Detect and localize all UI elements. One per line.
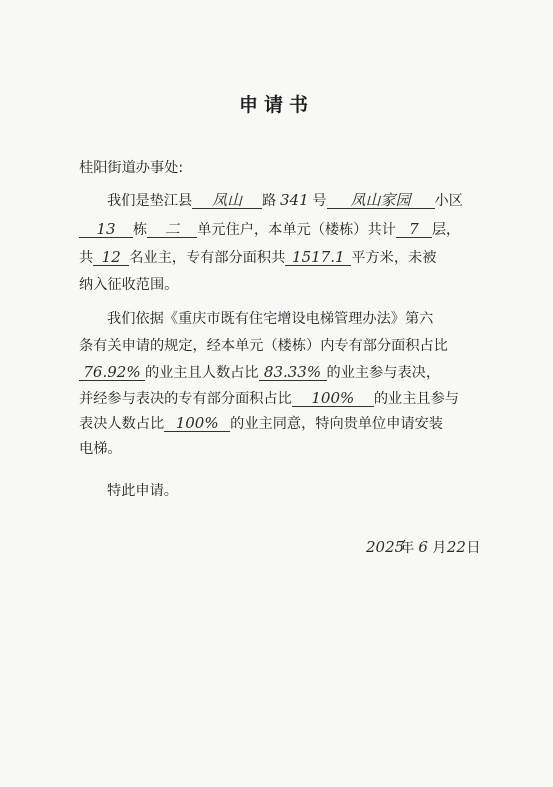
handwritten-number: 341	[280, 191, 309, 209]
p2-line-4	[79, 388, 553, 409]
text-segment: 的业主且参与	[373, 391, 459, 407]
text-segment: 单元住户，本单元（楼栋）共计	[197, 222, 396, 238]
text-segment: 小区	[434, 193, 463, 209]
p2-line-3	[79, 362, 553, 383]
text-segment: 路	[262, 193, 277, 209]
handwritten-month: 6	[418, 538, 428, 556]
p2-line-5	[79, 413, 553, 434]
text-segment: 表决人数占比	[79, 416, 165, 432]
handwritten-unit: 二	[147, 219, 197, 239]
text-segment: 平方米，未被	[351, 250, 437, 266]
handwritten-owners: 12	[93, 247, 129, 267]
handwritten-area-ratio: 76.92%	[79, 362, 145, 382]
date-line	[366, 537, 553, 558]
handwritten-floors: 7	[396, 219, 432, 239]
handwritten-year: 2025	[366, 538, 405, 556]
text-segment: 名业主，专有部分面积共	[129, 250, 286, 266]
handwritten-vote-area-ratio: 100%	[292, 388, 374, 408]
handwritten-vote-people-ratio: 100%	[164, 413, 230, 433]
text-segment: 的业主同意，特向贵单位申请安装	[230, 416, 443, 432]
handwritten-building: 13	[79, 219, 133, 239]
text-segment: 共	[79, 250, 94, 266]
handwritten-community: 凤山家园	[327, 190, 435, 210]
text-segment: 日	[466, 540, 481, 556]
text-segment: 的业主参与表决，	[326, 365, 441, 381]
handwritten-road: 凤山	[192, 190, 262, 210]
text-segment: 层，	[431, 222, 461, 238]
text-segment: 的业主且人数占比	[145, 365, 259, 381]
text-segment: 栋	[133, 222, 148, 238]
p2-line-1: 我们依据《重庆市既有住宅增设电梯管理办法》第六	[107, 311, 434, 327]
text-segment: 年	[400, 540, 415, 556]
text-segment: 并经参与表决的专有部分面积占比	[79, 391, 292, 407]
p1-line-4: 纳入征收范围。	[79, 277, 179, 293]
text-segment: 号	[312, 193, 327, 209]
text-segment: 我们是垫江县	[107, 193, 193, 209]
handwritten-area: 1517.1	[285, 247, 351, 267]
p1-line-3	[79, 247, 553, 268]
p1-line-2	[79, 219, 553, 240]
handwritten-day: 22	[446, 538, 466, 556]
p1-line-1	[107, 190, 553, 211]
p2-line-6: 电梯。	[79, 441, 122, 457]
text-segment: 月	[432, 540, 447, 556]
addressee: 桂阳街道办事处:	[79, 160, 184, 176]
closing: 特此申请。	[107, 483, 178, 499]
p2-line-2: 条有关申请的规定，经本单元（楼栋）内专有部分面积占比	[79, 338, 448, 354]
document-title: 申请书	[238, 94, 314, 116]
handwritten-people-ratio: 83.33%	[259, 362, 327, 382]
